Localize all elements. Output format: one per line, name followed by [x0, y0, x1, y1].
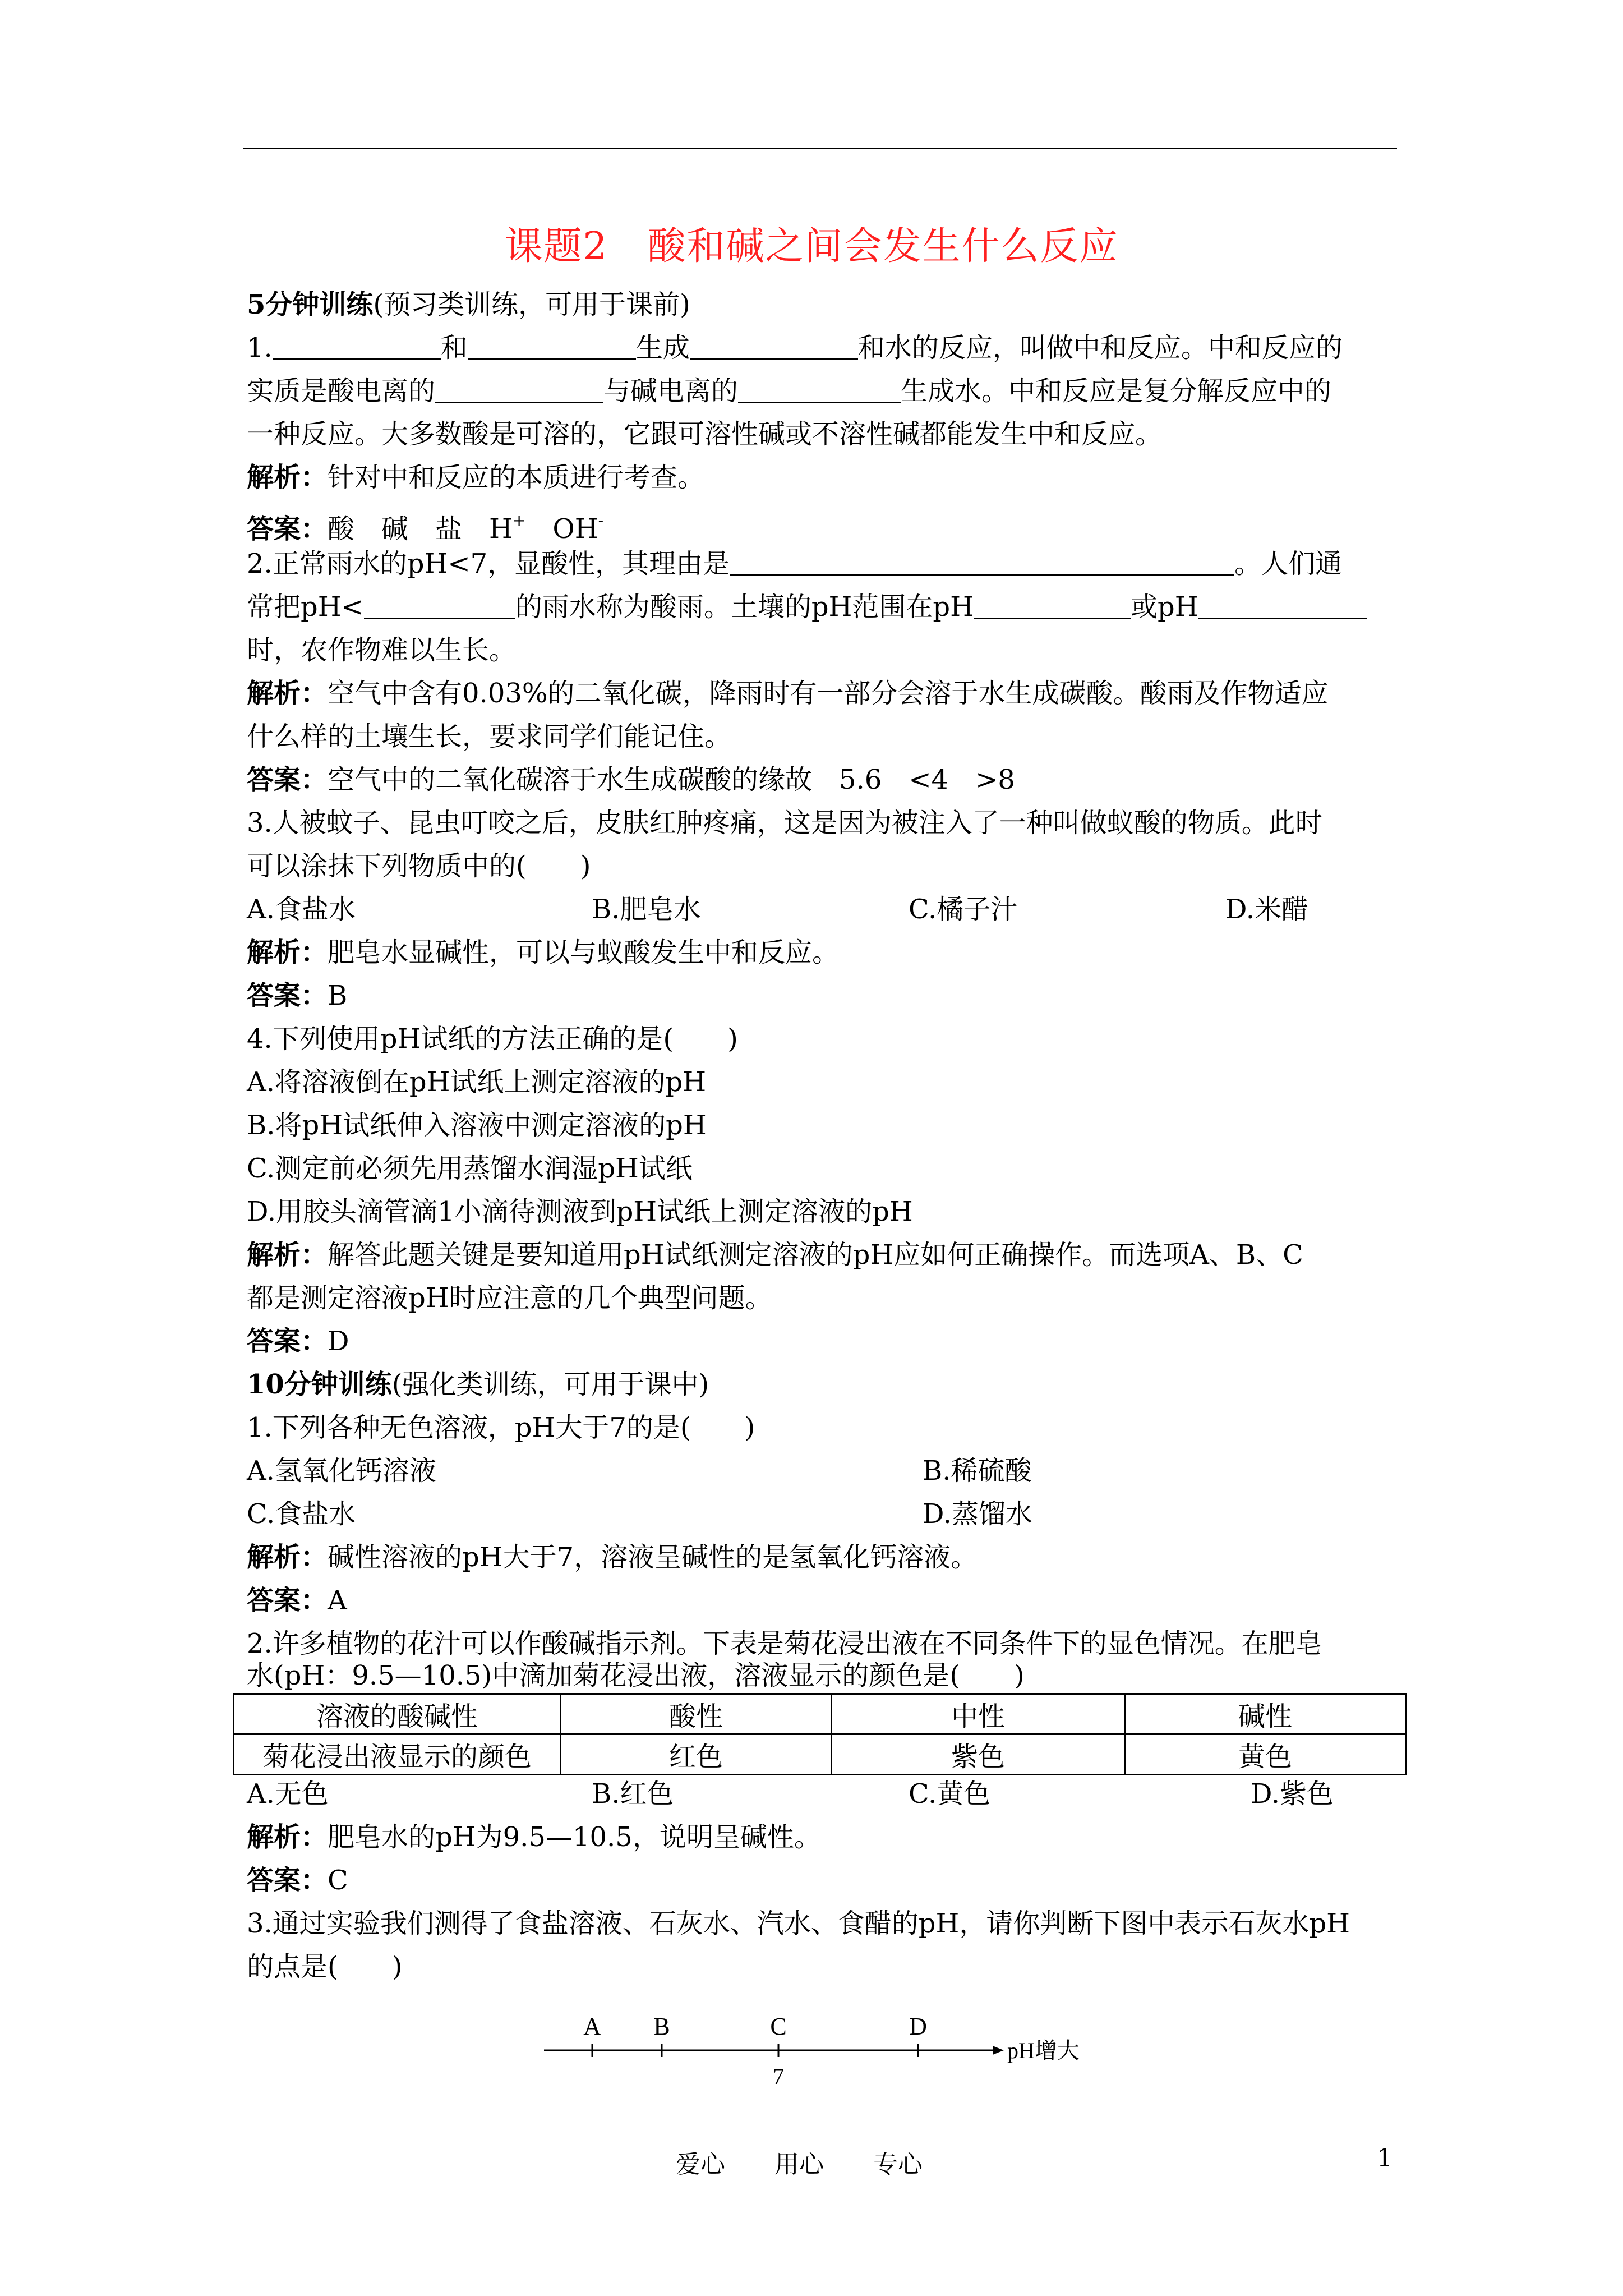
q2-line-2 — [247, 590, 1367, 624]
q2-text: 常把pH< — [247, 591, 364, 623]
section-heading-sub: (强化类训练，可用于课中) — [391, 1369, 709, 1400]
table-row — [234, 1734, 1406, 1775]
q4-option-b[interactable]: B.将pH试纸伸入溶液中测定溶液的pH — [247, 1110, 707, 1141]
answer-label: 答案： — [247, 980, 328, 1011]
q1-answer — [247, 504, 603, 546]
s2q2-line-1: 2.许多植物的花汁可以作酸碱指示剂。下表是菊花浸出液在不同条件下的显色情况。在肥皂 — [247, 1628, 1322, 1659]
answer-text: B — [328, 980, 348, 1011]
answer-blank[interactable] — [468, 333, 636, 360]
q2-answer — [247, 763, 1015, 797]
answer-text: 酸 碱 盐 H — [328, 513, 513, 545]
q2-text: 的雨水称为酸雨。土壤的pH范围在pH — [515, 591, 974, 623]
q1-text: 实质是酸电离的 — [247, 375, 436, 407]
table-cell: 黄色 — [1125, 1734, 1406, 1775]
s2q1-line-1: 1.下列各种无色溶液，pH大于7的是( ) — [247, 1412, 755, 1443]
q3-answer — [247, 979, 347, 1013]
s2q1-option-c[interactable]: C.食盐水 — [247, 1498, 356, 1530]
q4-option-c[interactable]: C.测定前必须先用蒸馏水润湿pH试纸 — [247, 1153, 693, 1184]
s2q1-option-b[interactable]: B.稀硫酸 — [923, 1455, 1032, 1487]
point-label-d: D — [909, 2013, 927, 2040]
table-cell: 溶液的酸碱性 — [234, 1694, 561, 1734]
table-cell: 菊花浸出液显示的颜色 — [234, 1734, 561, 1775]
q3-line-1: 3.人被蚊子、昆虫叮咬之后，皮肤红肿疼痛，这是因为被注入了一种叫做蚁酸的物质。此时 — [247, 807, 1322, 839]
q1-text: 生成 — [635, 332, 690, 364]
q3-option-d[interactable]: D.米醋 — [1225, 894, 1309, 925]
q3-option-c[interactable]: C.橘子汁 — [909, 894, 1018, 925]
table-cell: 酸性 — [561, 1694, 832, 1734]
answer-label: 答案： — [247, 764, 328, 795]
analysis-text: 碱性溶液的pH大于7，溶液呈碱性的是氢氧化钙溶液。 — [328, 1542, 978, 1573]
answer-blank[interactable] — [738, 376, 901, 403]
answer-blank[interactable] — [1198, 592, 1367, 619]
footer-motto: 爱心 用心 专心 — [676, 2150, 923, 2179]
answer-text: C — [328, 1865, 348, 1896]
q1-text: 生成水。中和反应是复分解反应中的 — [901, 375, 1332, 407]
answer-text: 空气中的二氧化碳溶于水生成碳酸的缘故 5.6 <4 >8 — [328, 764, 1015, 795]
analysis-label: 解析： — [247, 1239, 328, 1271]
indicator-table — [233, 1693, 1407, 1775]
section-heading-sub: (预习类训练，可用于课前) — [373, 289, 690, 320]
s2q2-line-2: 水(pH：9.5—10.5)中滴加菊花浸出液，溶液显示的颜色是( ) — [247, 1660, 1025, 1691]
q3-option-a[interactable]: A.食盐水 — [247, 894, 356, 925]
s2q2-answer — [247, 1864, 348, 1897]
q2-analysis — [247, 677, 1329, 710]
point-label-c: C — [770, 2013, 787, 2040]
axis-label-ph-increase: pH增大 — [1007, 2038, 1080, 2063]
analysis-text: 肥皂水的pH为9.5—10.5，说明呈碱性。 — [328, 1821, 821, 1853]
q4-line-1: 4.下列使用pH试纸的方法正确的是( ) — [247, 1023, 738, 1055]
answer-blank[interactable] — [730, 549, 1234, 576]
q2-line-3: 时，农作物难以生长。 — [247, 634, 517, 666]
q4-option-a[interactable]: A.将溶液倒在pH试纸上测定溶液的pH — [247, 1066, 707, 1098]
answer-label: 答案： — [247, 1326, 328, 1357]
q1-line-3: 一种反应。大多数酸是可溶的，它跟可溶性碱或不溶性碱都能发生中和反应。 — [247, 418, 1163, 450]
section-heading-label: 5分钟训练 — [247, 289, 374, 320]
section-heading-1 — [247, 288, 690, 321]
table-cell: 紫色 — [832, 1734, 1125, 1775]
answer-label: 答案： — [247, 1865, 328, 1896]
q1-line-2 — [247, 374, 1331, 408]
ph-number-line-diagram — [538, 2000, 1110, 2095]
q2-text: 或pH — [1131, 591, 1198, 623]
q3-line-2: 可以涂抹下列物质中的( ) — [247, 850, 591, 882]
s2q3-line-2: 的点是( ) — [247, 1951, 403, 1982]
q2-analysis-cont: 什么样的土壤生长，要求同学们能记住。 — [247, 721, 732, 752]
answer-blank[interactable] — [273, 333, 441, 360]
q3-option-b[interactable]: B.肥皂水 — [592, 894, 701, 925]
analysis-label: 解析： — [247, 678, 328, 709]
tick-label-7: 7 — [773, 2064, 784, 2089]
q4-analysis — [247, 1238, 1303, 1272]
q2-text: 。人们通 — [1234, 548, 1343, 579]
analysis-label: 解析： — [247, 1821, 328, 1853]
superscript-plus: + — [512, 511, 526, 530]
table-row — [234, 1694, 1406, 1734]
q1-text: 和 — [440, 332, 468, 364]
page-title: 课题2 酸和碱之间会发生什么反应 — [504, 224, 1119, 269]
s2q2-option-a[interactable]: A.无色 — [247, 1778, 329, 1810]
header-rule — [243, 148, 1397, 149]
point-label-b: B — [653, 2013, 670, 2040]
answer-text: A — [328, 1585, 347, 1616]
s2q1-option-d[interactable]: D.蒸馏水 — [923, 1498, 1033, 1530]
s2q3-line-1: 3.通过实验我们测得了食盐溶液、石灰水、汽水、食醋的pH，请你判断下图中表示石灰水pH — [247, 1908, 1350, 1939]
table-cell: 红色 — [561, 1734, 832, 1775]
answer-label: 答案： — [247, 1585, 328, 1616]
s2q2-option-c[interactable]: C.黄色 — [909, 1778, 991, 1810]
answer-label: 答案： — [247, 513, 328, 545]
s2q1-answer — [247, 1584, 347, 1617]
q1-text: 与碱电离的 — [603, 375, 739, 407]
analysis-text: 空气中含有0.03%的二氧化碳，降雨时有一部分会溶于水生成碳酸。酸雨及作物适应 — [328, 678, 1329, 709]
q1-number: 1. — [247, 332, 273, 364]
page-number: 1 — [1377, 2144, 1393, 2173]
answer-blank[interactable] — [435, 376, 603, 403]
analysis-text: 针对中和反应的本质进行考查。 — [328, 462, 705, 493]
section-heading-2 — [247, 1368, 709, 1401]
q2-line-1 — [247, 547, 1342, 581]
s2q2-option-d[interactable]: D.紫色 — [1251, 1778, 1334, 1810]
s2q2-option-b[interactable]: B.红色 — [592, 1778, 674, 1810]
superscript-minus: - — [598, 511, 604, 530]
s2q2-analysis — [247, 1820, 821, 1854]
answer-blank[interactable] — [364, 592, 515, 619]
answer-blank[interactable] — [974, 592, 1131, 619]
point-label-a: A — [583, 2013, 601, 2040]
s2q1-analysis — [247, 1540, 978, 1574]
analysis-label: 解析： — [247, 462, 328, 493]
answer-blank[interactable] — [690, 333, 858, 360]
q1-line-1 — [247, 331, 1343, 365]
q3-analysis — [247, 936, 839, 969]
q4-answer — [247, 1324, 349, 1358]
answer-text: D — [328, 1326, 349, 1357]
answer-text: OH — [525, 513, 598, 545]
q1-analysis — [247, 461, 704, 494]
q1-text: 和水的反应，叫做中和反应。中和反应的 — [857, 332, 1343, 364]
section-heading-label: 10分钟训练 — [247, 1369, 392, 1400]
q2-text: 2.正常雨水的pH<7，显酸性，其理由是 — [247, 548, 730, 579]
ph-axis-arrowhead — [993, 2046, 1004, 2055]
analysis-label: 解析： — [247, 937, 328, 968]
s2q1-option-a[interactable]: A.氢氧化钙溶液 — [247, 1455, 436, 1487]
analysis-text: 肥皂水显碱性，可以与蚁酸发生中和反应。 — [328, 937, 840, 968]
table-cell: 碱性 — [1125, 1694, 1406, 1734]
q4-option-d[interactable]: D.用胶头滴管滴1小滴待测液到pH试纸上测定溶液的pH — [247, 1196, 913, 1227]
q4-analysis-cont: 都是测定溶液pH时应注意的几个典型问题。 — [247, 1282, 772, 1314]
table-cell: 中性 — [832, 1694, 1125, 1734]
analysis-label: 解析： — [247, 1542, 328, 1573]
analysis-text: 解答此题关键是要知道用pH试纸测定溶液的pH应如何正确操作。而选项A、B、C — [328, 1239, 1303, 1271]
